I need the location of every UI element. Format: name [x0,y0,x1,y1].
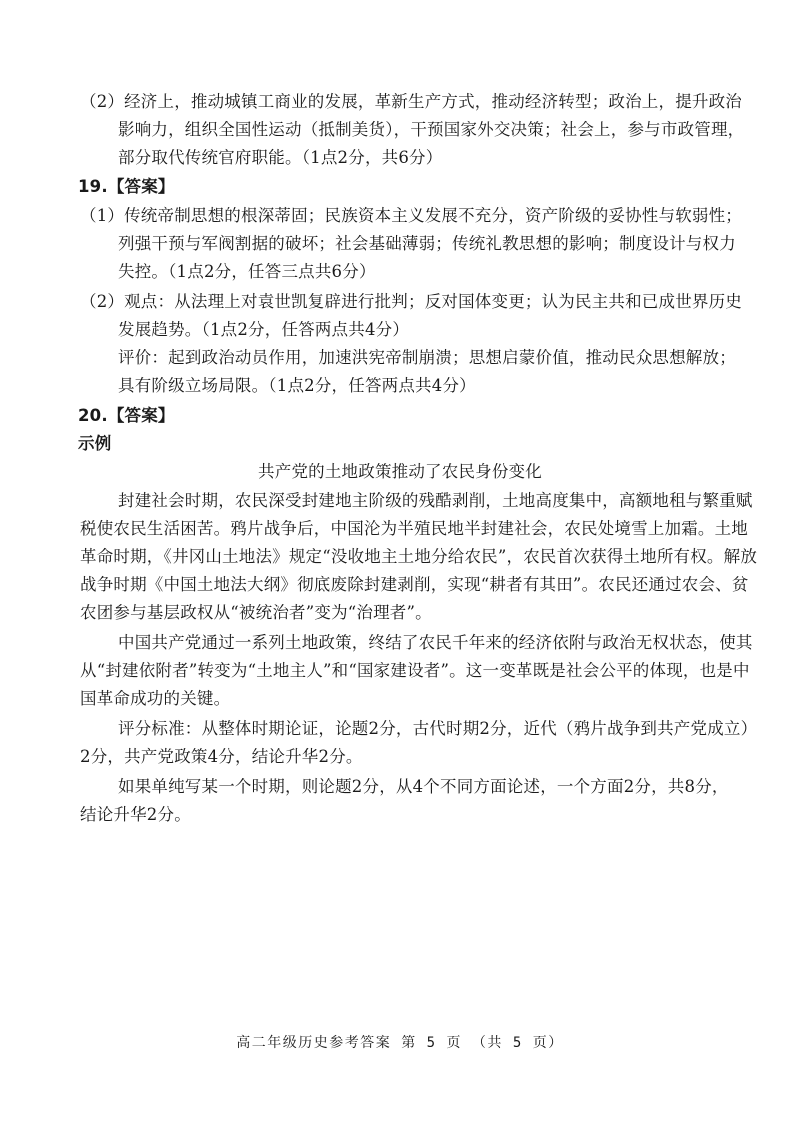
essay-para1-line5: 农团参与基层政权从“被统治者”变为“治理者”。 [80,603,432,622]
scoring-criteria-line2: 2分，共产党政策4分，结论升华2分。 [80,747,363,766]
essay-para1-line4: 战争时期《中国土地法大纲》彻底废除封建剥削，实现“耕者有其田”。农民还通过农会、贫 [80,575,749,594]
q18-part2-line2: 影响力，组织全国性运动（抵制美货），干预国家外交决策；社会上，参与市政管理， [118,120,745,139]
q18-part2-line1: （2）经济上，推动城镇工商业的发展，革新生产方式，推动经济转型；政治上，提升政治 [80,92,742,111]
essay-para1-line3: 革命时期，《井冈山土地法》规定“没收地主土地分给农民”，农民首次获得土地所有权。解放 [80,547,758,566]
q18-part2-line3: 部分取代传统官府职能。（1点2分，共6分） [118,148,443,167]
essay-para1-line2: 税使农民生活困苦。鸦片战争后，中国沦为半殖民地半封建社会，农民处境雪上加霜。土地 [80,519,748,538]
essay-para1-line1: 封建社会时期，农民深受封建地主阶级的残酷剥削，土地高度集中，高额地租与繁重赋 [118,491,753,510]
scoring-alt-line1: 如果单纯写某一个时期，则论题2分，从4个不同方面论述，一个方面2分，共8分， [118,777,729,796]
q19-part1-line1: （1）传统帝制思想的根深蒂固；民族资本主义发展不充分，资产阶级的妥协性与软弱性； [80,206,742,225]
q20-example-label: 示例 [78,434,112,453]
q19-part1-line2: 列强干预与军阀割据的破坏；社会基础薄弱；传统礼教思想的影响；制度设计与权力 [118,234,736,253]
q19-part2-evaluation-line1: 评价：起到政治动员作用，加速洪宪帝制崩溃；思想启蒙价值，推动民众思想解放； [118,348,736,367]
scoring-criteria-line1: 评分标准：从整体时期论证，论题2分，古代时期2分，近代（鸦片战争到共产党成立） [118,719,758,738]
q19-part2-line1: （2）观点：从法理上对袁世凯复辟进行批判；反对国体变更；认为民主共和已成世界历史 [80,292,742,311]
page-footer: 高二年级历史参考答案 第 5 页 （共 5 页） [236,1035,564,1051]
essay-para2-line2: 从“封建依附者”转变为“土地主人”和“国家建设者”。这一变革既是社会公平的体现，也是中 [80,661,750,680]
essay-title: 共产党的土地政策推动了农民身份变化 [258,462,542,481]
scoring-alt-line2: 结论升华2分。 [80,805,191,824]
essay-para2-line3: 国革命成功的关键。 [80,689,231,708]
q19-heading: 19.【答案】 [78,177,175,196]
q19-part2-line2: 发展趋势。（1点2分，任答两点共4分） [118,320,410,339]
q20-heading: 20.【答案】 [78,406,175,425]
q19-part2-evaluation-line2: 具有阶级立场局限。（1点2分，任答两点共4分） [118,376,476,395]
essay-para2-line1: 中国共产党通过一系列土地政策，终结了农民千年来的经济依附与政治无权状态，使其 [118,633,753,652]
q19-part1-line3: 失控。（1点2分，任答三点共6分） [118,262,376,281]
